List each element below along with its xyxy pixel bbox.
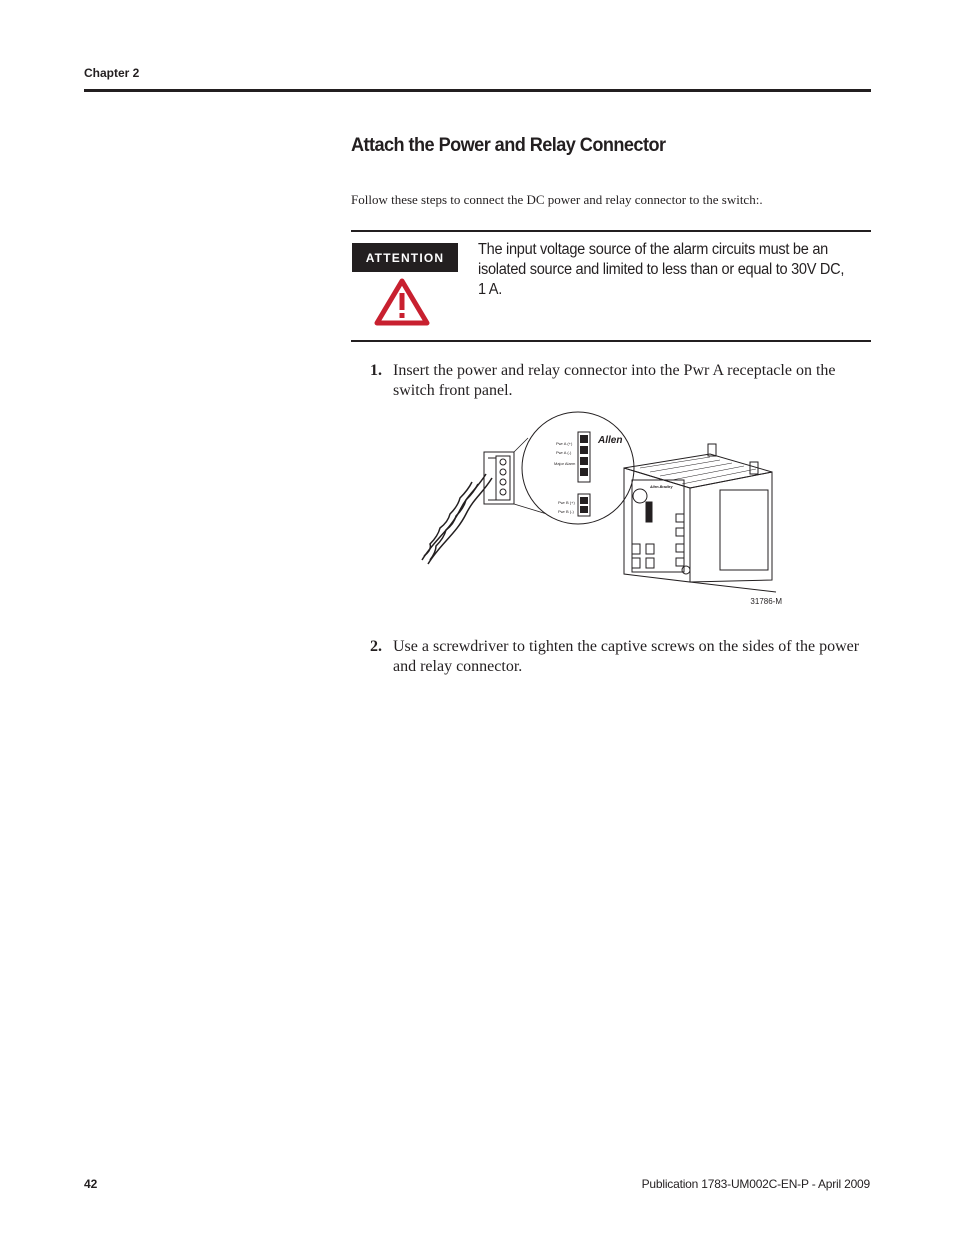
figure-id: 31786-M: [750, 597, 782, 606]
callout-label: Pwr A (+): [556, 441, 573, 446]
step-text: Use a screwdriver to tighten the captive screws on the sides of the power and relay connector.: [393, 638, 860, 675]
callout-label: Pwr B (+): [558, 500, 575, 505]
step-number: 2.: [370, 638, 382, 655]
intro-text: Follow these steps to connect the DC power and relay connector to the switch:.: [351, 192, 763, 207]
callout-circle: [522, 412, 634, 524]
callout-brand: Allen: [598, 435, 623, 446]
section-title: Attach the Power and Relay Connector: [351, 134, 666, 156]
device-brand: Allen-Bradley: [650, 485, 673, 489]
chapter-label: Chapter 2: [84, 66, 140, 80]
step-text: Insert the power and relay connector into the Pwr A receptacle on the switch front panel.: [393, 362, 836, 399]
attention-top-rule: [351, 230, 871, 232]
publication-info: Publication 1783-UM002C-EN-P - April 2009: [641, 1177, 870, 1191]
warning-triangle-icon: [374, 278, 430, 326]
attention-badge: ATTENTION: [352, 243, 458, 272]
relay-connector-plug: [484, 452, 514, 504]
header-rule: [84, 89, 871, 92]
callout-label: Pwr B (-): [558, 509, 574, 514]
callout-label: Major Alarm: [554, 461, 576, 466]
attention-bottom-rule: [351, 340, 871, 342]
connector-illustration: [410, 410, 790, 610]
step-number: 1.: [370, 362, 382, 379]
attention-text: The input voltage source of the alarm circuits must be an isolated source and limited to less than or equal to 30V DC, 1 A.: [478, 241, 845, 298]
page-number: 42: [84, 1177, 98, 1191]
callout-label: Pwr A (-): [556, 450, 572, 455]
twisted-wire: [422, 474, 492, 564]
switch-device: [624, 444, 776, 592]
